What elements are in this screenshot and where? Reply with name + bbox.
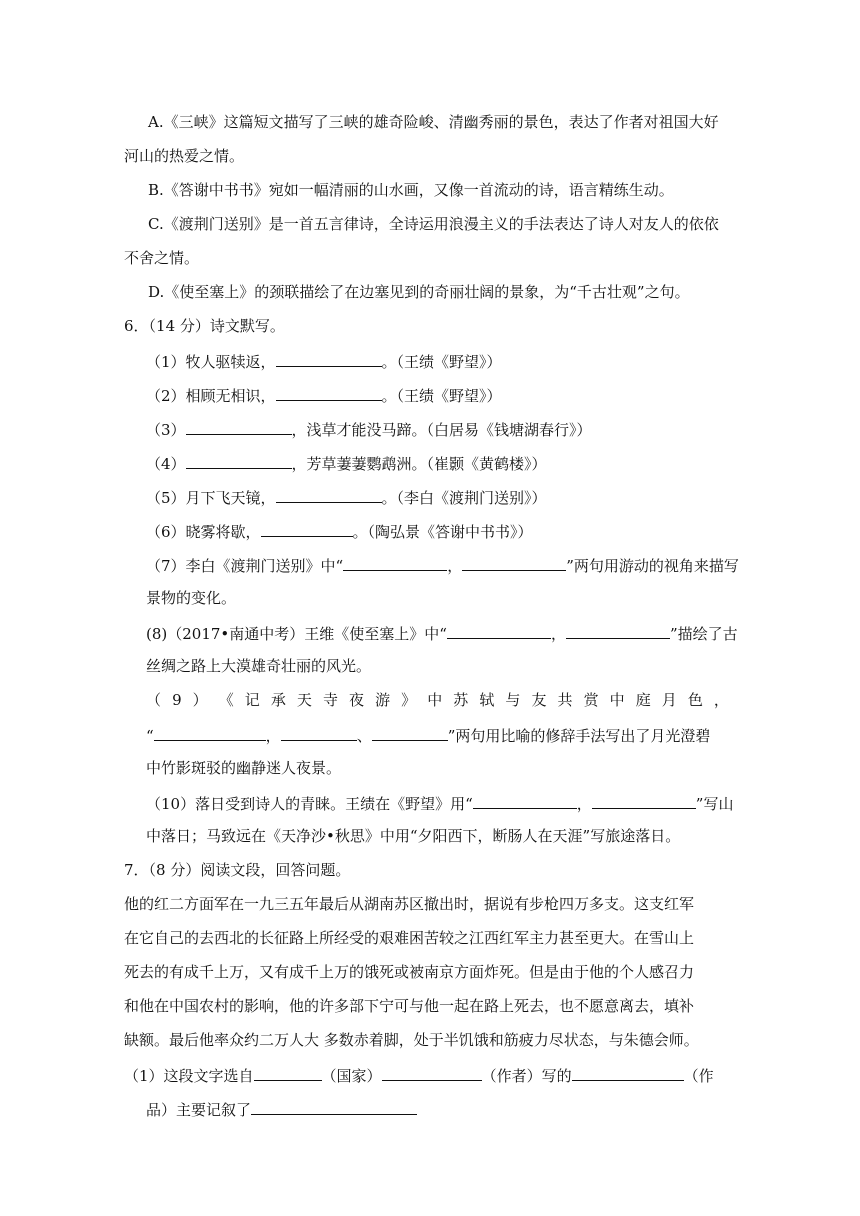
q6-item-9-char: （ xyxy=(146,691,162,709)
q6-item-9-char: 游 xyxy=(375,691,391,709)
question-6-heading: 6．（14 分）诗文默写。 xyxy=(124,317,285,335)
q6-item-9-char: 色 xyxy=(687,691,703,709)
q7-item-1-line-1: （1）这段文字选自 （国家） （作者）写的 （作 xyxy=(124,1064,714,1086)
answer-blank[interactable] xyxy=(276,486,382,503)
question-7-heading: 7．（8 分）阅读文段，回答问题。 xyxy=(124,861,351,879)
q6-item-9-char: 天 xyxy=(296,691,312,709)
passage-line-3: 死去的有成千上万，又有成千上万的饿死或被南京方面炸死。但是由于他的个人感召力 xyxy=(124,963,695,981)
answer-blank[interactable] xyxy=(447,622,551,639)
q6-item-9-line-3: 中竹影斑驳的幽静迷人夜景。 xyxy=(146,759,342,777)
q6-item-1: （1）牧人驱犊返， 。（王绩《野望》） xyxy=(146,350,502,372)
q6-item-9-line-1 xyxy=(146,690,729,710)
answer-blank[interactable] xyxy=(261,520,353,537)
passage-line-4: 和他在中国农村的影响，他的许多部下宁可与他一起在路上死去，也不愿意离去，填补 xyxy=(124,997,695,1015)
q7-item-1-line-2: 品）主要记叙了 xyxy=(146,1098,417,1120)
answer-blank[interactable] xyxy=(572,1064,684,1081)
q6-item-3: （3） ，浅草才能没马蹄。（白居易《钱塘湖春行》） xyxy=(146,418,592,440)
q6-item-9-char: 夜 xyxy=(349,691,365,709)
passage-line-2: 在它自己的去西北的长征路上所经受的艰难困苦较之江西红军主力甚至更大。在雪山上 xyxy=(124,929,695,947)
q6-item-9-char: 轼 xyxy=(479,691,495,709)
answer-blank[interactable] xyxy=(382,1064,482,1081)
q6-item-9-char: 承 xyxy=(270,691,286,709)
q6-item-9-char: 中 xyxy=(609,691,625,709)
answer-blank[interactable] xyxy=(372,724,448,741)
q6-item-9-char: 》 xyxy=(401,691,417,709)
q6-item-7-line-1: （7）李白《渡荆门送别》中“ ， ”两句用游动的视角来描写 xyxy=(146,554,739,576)
option-c-line-1: C.《渡荆门送别》是一首五言律诗，全诗运用浪漫主义的手法表达了诗人对友人的依依 xyxy=(148,215,719,233)
q6-item-9-line-2: “ ， 、 ”两句用比喻的修辞手法写出了月光澄碧 xyxy=(146,724,710,746)
answer-blank[interactable] xyxy=(343,554,447,571)
q6-item-9-char: 月 xyxy=(661,691,677,709)
q6-item-9-char: 赏 xyxy=(583,691,599,709)
q6-item-6: （6）晓雾将歇， 。（陶弘景《答谢中书书》） xyxy=(146,520,533,542)
answer-blank[interactable] xyxy=(592,792,696,809)
option-c-line-2: 不舍之情。 xyxy=(124,249,200,267)
answer-blank[interactable] xyxy=(254,1064,322,1081)
q6-item-9-char: 寺 xyxy=(322,691,338,709)
q6-item-9-char: ） xyxy=(192,691,208,709)
q6-item-9-char: 庭 xyxy=(635,691,651,709)
passage-line-1: 他的红二方面军在一九三五年最后从湖南苏区撤出时，据说有步枪四万多支。这支红军 xyxy=(124,895,695,913)
q6-item-9-char: 中 xyxy=(427,691,443,709)
q6-item-9-char: 记 xyxy=(244,691,260,709)
q6-item-9-char: 友 xyxy=(531,691,547,709)
q6-item-9-char: 与 xyxy=(505,691,521,709)
answer-blank[interactable] xyxy=(251,1098,417,1115)
passage-line-5: 缺额。最后他率众约二万人大 多数赤着脚，处于半饥饿和筋疲力尽状态，与朱德会师。 xyxy=(124,1031,699,1049)
answer-blank[interactable] xyxy=(566,622,670,639)
q6-item-8-line-2: 丝绸之路上大漠雄奇壮丽的风光。 xyxy=(146,657,372,675)
q6-item-9-char: 共 xyxy=(557,691,573,709)
q6-item-5: （5）月下飞天镜， 。（李白《渡荆门送别》） xyxy=(146,486,547,508)
q6-item-9-char: 《 xyxy=(218,691,234,709)
q6-item-10-line-2: 中落日；马致远在《天净沙•秋思》中用“夕阳西下，断肠人在天涯”写旅途落日。 xyxy=(146,827,681,845)
answer-blank[interactable] xyxy=(276,384,382,401)
q6-item-9-char: 苏 xyxy=(453,691,469,709)
answer-blank[interactable] xyxy=(154,724,266,741)
answer-blank[interactable] xyxy=(186,452,292,469)
option-a-line-1: A.《三峡》这篇短文描写了三峡的雄奇险峻、清幽秀丽的景色，表达了作者对祖国大好 xyxy=(148,113,719,131)
q6-item-9-char: 9 xyxy=(172,691,182,709)
answer-blank[interactable] xyxy=(473,792,577,809)
q6-item-7-line-2: 景物的变化。 xyxy=(146,589,237,607)
answer-blank[interactable] xyxy=(276,350,382,367)
q6-item-4: （4） ，芳草萋萋鹦鹉洲。（崔颢《黄鹤楼》） xyxy=(146,452,547,474)
q6-item-9-char: ， xyxy=(713,691,729,709)
q6-item-10-line-1: （10）落日受到诗人的青睐。王绩在《野望》用“ ， ”写山 xyxy=(146,792,733,814)
q6-item-2: （2）相顾无相识， 。（王绩《野望》） xyxy=(146,384,502,406)
option-a-line-2: 河山的热爱之情。 xyxy=(124,147,245,165)
answer-blank[interactable] xyxy=(281,724,357,741)
answer-blank[interactable] xyxy=(186,418,292,435)
q6-item-8-line-1: (8)（2017•南通中考）王维《使至塞上》中“ ， ”描绘了古 xyxy=(146,622,738,644)
answer-blank[interactable] xyxy=(462,554,566,571)
option-d: D.《使至塞上》的颈联描绘了在边塞见到的奇丽壮阔的景象，为“千古壮观”之句。 xyxy=(148,283,690,301)
option-b: B.《答谢中书书》宛如一幅清丽的山水画，又像一首流动的诗，语言精练生动。 xyxy=(148,181,674,199)
